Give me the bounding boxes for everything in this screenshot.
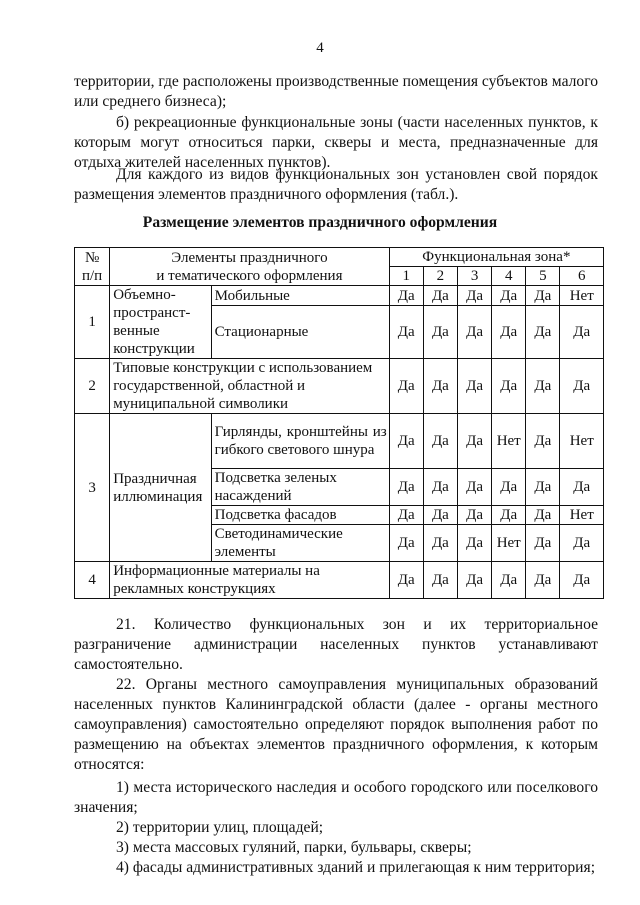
zone-value: Да — [560, 562, 604, 599]
zone-value: Да — [423, 562, 457, 599]
paragraph-zone-order: Для каждого из видов функциональных зон установлен свой порядок размещения элементов праздничного оформления (табл.). — [74, 166, 598, 203]
table-caption: Размещение элементов праздничного оформления — [142, 214, 498, 231]
placement-table — [74, 247, 604, 599]
zone-value: Да — [389, 286, 423, 306]
row-subitem: Мобильные — [211, 286, 389, 306]
zone-value: Да — [457, 525, 491, 562]
zone-value: Да — [457, 306, 491, 359]
zone-number: 5 — [526, 267, 560, 286]
paragraph-recreational-zones: б) рекреационные функциональные зоны (части населенных пунктов, к которым могут относиться парки, скверы и места, предназначенные для отдыха жителей населенных пунктов). — [74, 114, 598, 171]
header-number — [75, 248, 110, 286]
zone-value: Да — [526, 525, 560, 562]
zone-number: 3 — [457, 267, 491, 286]
zone-value: Да — [526, 306, 560, 359]
zone-number: 4 — [492, 267, 526, 286]
header-number-line2: п/п — [81, 267, 103, 284]
zone-value: Да — [492, 506, 526, 525]
zone-value: Да — [457, 562, 491, 599]
zone-value: Да — [526, 414, 560, 469]
zone-value: Да — [389, 306, 423, 359]
header-elements-line2: и тематического оформления — [156, 267, 343, 284]
row-subitem: Подсветка зеленых насаждений — [211, 469, 389, 506]
row-name: Информационные материалы на рекламных конструкциях — [110, 562, 389, 599]
row-number: 4 — [75, 562, 110, 599]
zone-number: 6 — [560, 267, 604, 286]
zone-value: Да — [389, 469, 423, 506]
zone-value: Да — [526, 359, 560, 414]
zone-value: Да — [389, 414, 423, 469]
page-number: 4 — [316, 40, 324, 56]
zone-value: Да — [423, 506, 457, 525]
paragraph-industrial-territory: территории, где расположены производственные помещения субъектов малого или среднего бизнеса); — [74, 73, 599, 110]
zone-value: Да — [560, 469, 604, 506]
list-item-historic-places: 1) места исторического наследия и особого городского или поселкового значения; — [74, 779, 598, 816]
zone-value: Да — [560, 525, 604, 562]
row-category: Объемно-пространст-венные конструкции — [110, 286, 211, 359]
row-subitem: Гирлянды, кронштейны из гибкого светового шнура — [211, 414, 389, 469]
table-row — [75, 359, 604, 414]
row-number: 1 — [75, 286, 110, 359]
table-row — [75, 414, 604, 469]
zone-value: Да — [492, 359, 526, 414]
header-functional-zone: Функциональная зона* — [389, 248, 603, 267]
list-item-streets: 2) территории улиц, площадей; — [116, 819, 324, 836]
zone-number: 2 — [423, 267, 457, 286]
zone-number: 1 — [389, 267, 423, 286]
zone-value: Да — [389, 525, 423, 562]
zone-value: Да — [423, 414, 457, 469]
row-number: 3 — [75, 414, 110, 562]
zone-value: Да — [457, 506, 491, 525]
zone-value: Да — [560, 359, 604, 414]
zone-value: Нет — [560, 414, 604, 469]
zone-value: Да — [389, 506, 423, 525]
zone-value: Да — [423, 469, 457, 506]
table-row — [75, 286, 604, 306]
header-number-line1: № — [84, 249, 100, 266]
zone-value: Да — [423, 525, 457, 562]
zone-value: Да — [526, 286, 560, 306]
row-name: Типовые конструкции с использованием государственной, областной и муниципальной символики — [110, 359, 389, 414]
header-elements-line1: Элементы праздничного — [171, 249, 328, 266]
header-elements — [110, 248, 389, 286]
zone-value: Да — [457, 469, 491, 506]
zone-value: Да — [526, 562, 560, 599]
zone-value: Да — [560, 306, 604, 359]
list-item-facades: 4) фасады административных зданий и прилегающая к ним территория; — [116, 859, 596, 876]
row-number: 2 — [75, 359, 110, 414]
row-category: Праздничная иллюминация — [110, 414, 211, 562]
zone-value: Нет — [560, 506, 604, 525]
table-row — [75, 562, 604, 599]
table-header-row — [75, 248, 604, 267]
zone-value: Да — [526, 469, 560, 506]
zone-value: Да — [457, 286, 491, 306]
zone-value: Да — [457, 414, 491, 469]
zone-value: Да — [457, 359, 491, 414]
zone-value: Да — [389, 562, 423, 599]
zone-value: Да — [492, 306, 526, 359]
row-subitem: Стационарные — [211, 306, 389, 359]
zone-value: Да — [423, 359, 457, 414]
zone-value: Да — [492, 469, 526, 506]
zone-value: Да — [423, 286, 457, 306]
paragraph-22: 22. Органы местного самоуправления муниципальных образований населенных пунктов Калининградской области (далее - органы местного самоуправления) самостоятельно определяют порядок выполнения работ по размещению на объектах элементов праздничного оформления, к которым относятся: — [74, 676, 598, 773]
zone-value: Нет — [560, 286, 604, 306]
row-subitem: Светодинамические элементы — [211, 525, 389, 562]
zone-value: Да — [526, 506, 560, 525]
paragraph-21: 21. Количество функциональных зон и их территориальное разграничение администрации населенных пунктов устанавливают самостоятельно. — [74, 616, 598, 673]
zone-value: Нет — [492, 525, 526, 562]
list-item-parks: 3) места массовых гуляний, парки, бульвары, скверы; — [116, 839, 472, 856]
zone-value: Да — [389, 359, 423, 414]
row-subitem: Подсветка фасадов — [211, 506, 389, 525]
zone-value: Да — [423, 306, 457, 359]
zone-value: Да — [492, 562, 526, 599]
zone-value: Нет — [492, 414, 526, 469]
zone-value: Да — [492, 286, 526, 306]
